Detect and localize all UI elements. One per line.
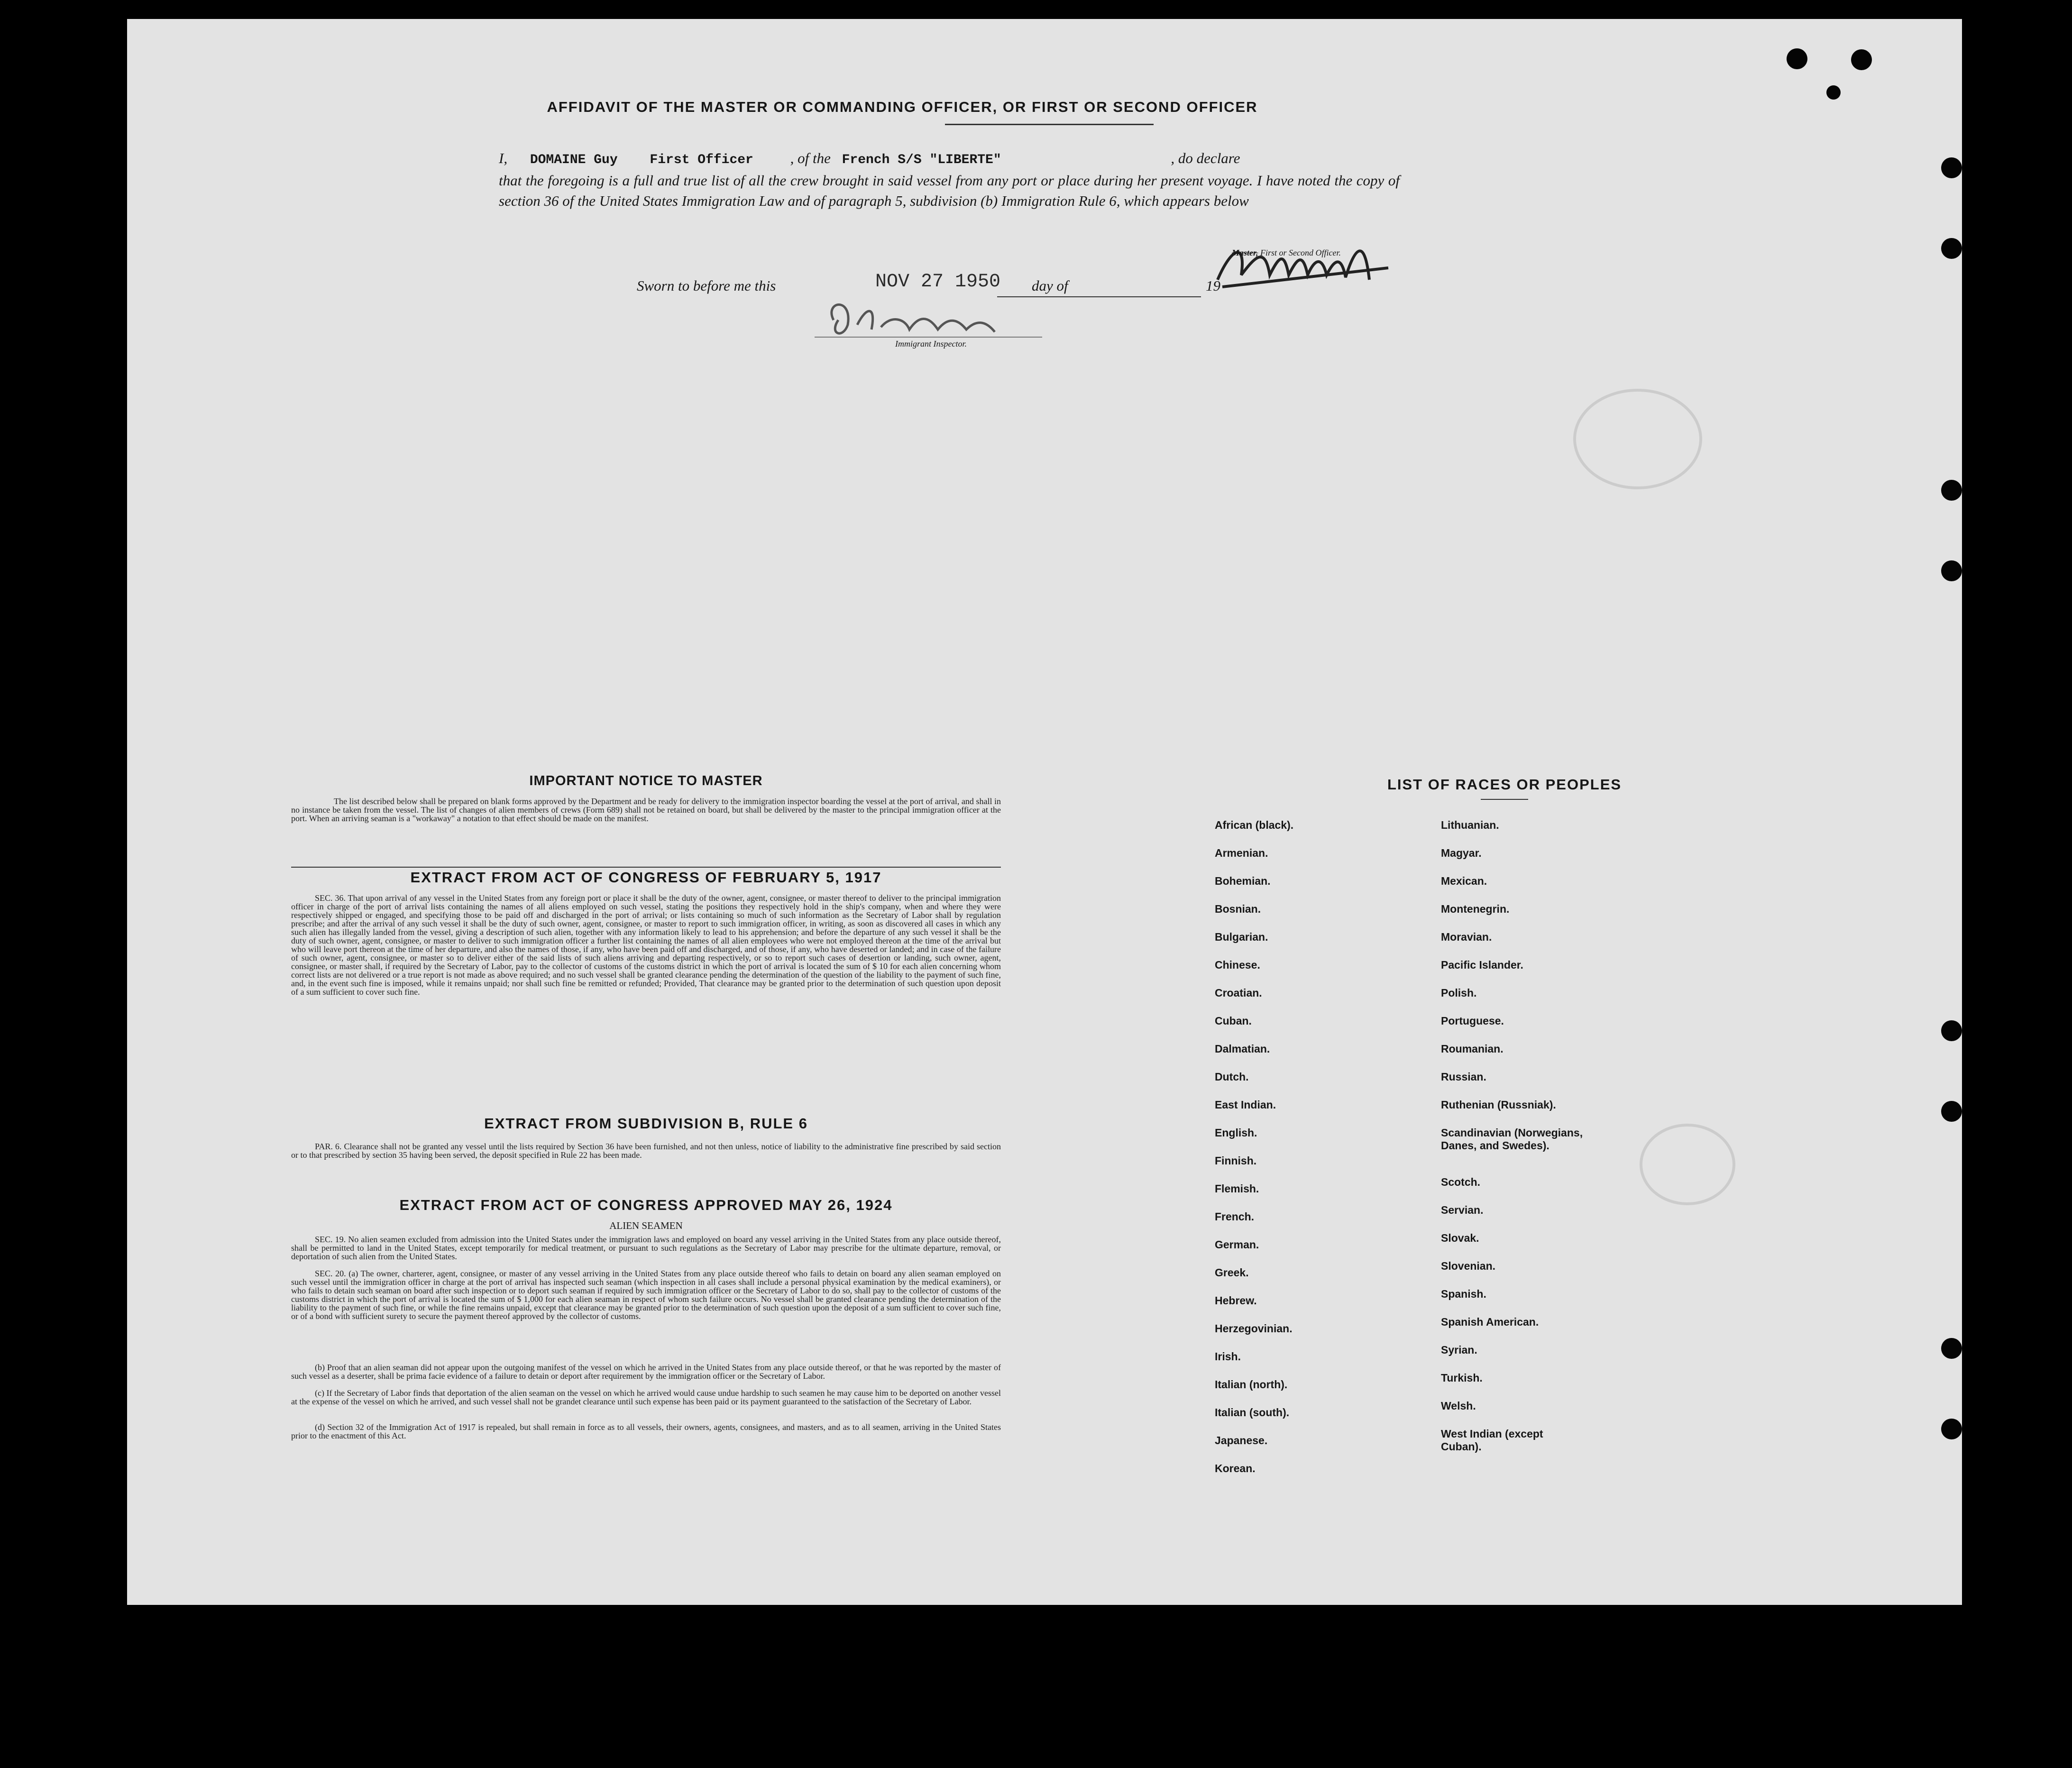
punch-hole <box>1787 48 1807 69</box>
race-item: Roumanian. <box>1441 1043 1504 1055</box>
punch-hole <box>1941 157 1962 178</box>
race-item: Slovak. <box>1441 1232 1479 1244</box>
race-item: Japanese. <box>1215 1434 1268 1447</box>
officer-rank-typed: First Officer <box>650 153 753 167</box>
bleed-through-stamp <box>1573 389 1702 489</box>
race-item: Ruthenian (Russniak). <box>1441 1099 1556 1111</box>
extract-1924-para4: (c) If the Secretary of Labor finds that deportation of the alien seaman on the vessel on which he arrived would cause undue hardship to such seamen he may cause him to be deported on another vessel at the expense of the vessel on which he arrived, and such vessel shall not be grandet clearance until such expense has been paid or its payment guaranteed to the satisfaction of the Secretary of Labor. <box>291 1388 1001 1406</box>
punch-hole <box>1941 1338 1962 1359</box>
sworn-line: Sworn to before me this <box>637 277 776 294</box>
sworn-day-of: day of <box>1032 277 1068 294</box>
sworn-year: 19 <box>1206 277 1220 294</box>
race-item: Servian. <box>1441 1204 1484 1216</box>
extract-1917-title: EXTRACT FROM ACT OF CONGRESS OF FEBRUARY 5, 1917 <box>410 869 882 886</box>
race-item: Bosnian. <box>1215 903 1261 915</box>
race-item: Croatian. <box>1215 987 1262 999</box>
extract-1924-para1: SEC. 19. No alien seamen excluded from admission into the United States under the immigration laws and employed on board any vessel arriving in the United States from any place outside thereof, shall be permitted to land in the United States, except temporarily for medical treatment, or pursuant to such regulations as the Secretary of Labor may prescribe for the ultimate departure, removal, or deportation of such alien from the United States. <box>291 1235 1001 1261</box>
race-item: East Indian. <box>1215 1099 1276 1111</box>
race-item: West Indian (except Cuban). <box>1441 1428 1543 1453</box>
race-item: Magyar. <box>1441 847 1482 859</box>
race-item: Pacific Islander. <box>1441 959 1523 971</box>
race-item: Hebrew. <box>1215 1294 1257 1307</box>
inspector-sign-line <box>815 337 1042 338</box>
races-title-rule <box>1481 799 1528 800</box>
race-item: Spanish American. <box>1441 1316 1539 1328</box>
notice-title: IMPORTANT NOTICE TO MASTER <box>529 773 763 788</box>
extract-rule6-body: PAR. 6. Clearance shall not be granted any vessel until the lists required by Section 36 have been furnished, and not then unless, notice of liability to the administrative fine prescribed by said section or to that prescribed by section 35 having been served, the deposit specified in Rule 22 has been made. <box>291 1142 1001 1160</box>
race-item: German. <box>1215 1238 1259 1251</box>
race-item: Korean. <box>1215 1462 1256 1475</box>
race-item: Chinese. <box>1215 959 1260 971</box>
sworn-date-line <box>997 296 1201 297</box>
punch-hole <box>1941 480 1962 501</box>
race-item: Mexican. <box>1441 875 1487 887</box>
race-item: Moravian. <box>1441 931 1492 943</box>
race-item: Cuban. <box>1215 1015 1252 1027</box>
race-item: Portuguese. <box>1441 1015 1504 1027</box>
punch-hole <box>1826 85 1841 100</box>
race-item: English. <box>1215 1127 1257 1139</box>
race-item: Dutch. <box>1215 1071 1249 1083</box>
extract-1924-subtitle: ALIEN SEAMEN <box>609 1220 683 1231</box>
extract-1924-para2: SEC. 20. (a) The owner, charterer, agent, consignee, or master of any vessel arriving in the United States from any place outside thereof who fails to detain on board any alien seaman employed on such vessel until the immigration officer in charge at the port of arrival has inspected such seaman (which inspection in all cases shall include a personal physical examination by the medical examiners), or who fails to detain such seaman on board after such inspection or to deport such seaman if required by such immigration officer or the Secretary of Labor to do so, shall pay to the collector of customs of the customs district in which the port of arrival is located the sum of $ 1,000 for each alien seaman in respect of whom such failure occurs. No vessel shall be granted clearance pending the determination of the liability to the payment of such fine, or while the fine remains unpaid, except that clearance may be granted prior to the determination of such question upon the deposit of a sum sufficient to cover such fine, or of a bond with sufficient surety to secure the payment thereof approved by the collector of customs. <box>291 1269 1001 1321</box>
race-item: Spanish. <box>1441 1288 1486 1300</box>
document-page <box>127 19 1962 1605</box>
race-item: Welsh. <box>1441 1400 1476 1412</box>
extract-1924-para3: (b) Proof that an alien seaman did not appear upon the outgoing manifest of the vessel on which he arrived in the United States from any place outside thereof, or that he was reported by the master of such vessel as a deserter, shall be prima facie evidence of a failure to detain or deport after requirement by the immigration officer or the Secretary of Labor. <box>291 1363 1001 1381</box>
race-item: Armenian. <box>1215 847 1268 859</box>
race-item: Scotch. <box>1441 1176 1481 1188</box>
race-item: Greek. <box>1215 1266 1249 1279</box>
race-item: Slovenian. <box>1441 1260 1496 1272</box>
race-item: Finnish. <box>1215 1154 1257 1167</box>
title-rule <box>945 124 1154 125</box>
extract-1917-body: SEC. 36. That upon arrival of any vessel in the United States from any foreign port or place it shall be the duty of the owner, agent, consignee, or master thereof to deliver to the principal immigration officer in charge of the port of arrival lists containing the names of all aliens employed on such vessel, stating the positions they respectively hold in the ship's company, when and where they were respectively shipped or engaged, and specifying those to be paid off and discharged in the port of arrival; or lists containing so much of such information as the Secretary of Labor shall by regulation prescribe; and after the arrival of any such vessel it shall be the duty of such owner, agent, consignee, or master to report to such immigration officer, in writing, as soon as discovered all cases in which any such alien has illegally landed from the vessel, giving a description of such alien, together with any information likely to lead to his apprehension; and before the departure of any such vessel it shall be the duty of such owner, agent, consignee, or master to deliver to such immigration officer a further list containing the names of all alien employees who were not employed thereon at the time of the arrival but who will leave port thereon at the time of her departure, and also the names of those, if any, who have been paid off and discharged, and of those, if any, who have deserted or landed; and in case of the failure of such owner, agent, consignee, or master so to deliver either of the said lists of such aliens arriving and departing respectively, or so to report such cases of desertion or landing, such owner, agent, consignee, or master shall, if required by the Secretary of Labor, pay to the collector of customs of the customs district in which the port of arrival is located the sum of $ 10 for each alien concerning whom correct lists are not delivered or a true report is not made as above required; and no such vessel shall be granted clearance pending the determination of the question of the liability to the payment of such fine, and, in the event such fine is imposed, while it remains unpaid; nor shall such fine be remitted or refunded; Provided, That clearance may be granted prior to the determination of such question upon deposit of a sum sufficient to cover such fine. <box>291 893 1001 997</box>
race-item: Italian (north). <box>1215 1378 1288 1391</box>
race-item: Dalmatian. <box>1215 1043 1270 1055</box>
race-item: Scandinavian (Norwegians, Danes, and Swedes). <box>1441 1127 1583 1152</box>
race-item: Bulgarian. <box>1215 931 1268 943</box>
punch-hole <box>1941 1020 1962 1041</box>
extract-rule6-title: EXTRACT FROM SUBDIVISION B, RULE 6 <box>484 1115 808 1132</box>
sworn-date-stamp: NOV 27 1950 <box>875 271 1001 293</box>
affidavit-title: AFFIDAVIT OF THE MASTER OR COMMANDING OFFICER, OR FIRST OR SECOND OFFICER <box>547 99 1258 115</box>
officer-name-typed: DOMAINE Guy <box>530 153 618 167</box>
race-item: Syrian. <box>1441 1344 1477 1356</box>
race-item: Polish. <box>1441 987 1477 999</box>
race-item: African (black). <box>1215 819 1294 831</box>
race-item: French. <box>1215 1210 1255 1223</box>
race-item: Montenegrin. <box>1441 903 1510 915</box>
declaration-body: that the foregoing is a full and true list of all the crew brought in said vessel from any port or place during her present voyage. I have noted the copy of section 36 of the United States Immigration Law and of paragraph 5, subdivision (b) Immigration Rule 6, which appears below <box>499 172 1400 209</box>
affidavit-declaration: I, DOMAINE Guy First Officer , of the French S/S "LIBERTE" , do declare that the foregoing is a full and true list of all the crew brought in said vessel from any port or place during her present voyage. I have noted the copy of section 36 of the United States Immigration Law and of paragraph 5, subdivision (b) Immigration Rule 6, which appears below <box>499 150 1400 209</box>
race-item: Lithuanian. <box>1441 819 1499 831</box>
race-item: Herzegovinian. <box>1215 1322 1293 1335</box>
punch-hole <box>1851 49 1872 70</box>
race-item: Bohemian. <box>1215 875 1271 887</box>
extract-1924-title: EXTRACT FROM ACT OF CONGRESS APPROVED MAY 26, 1924 <box>399 1197 893 1213</box>
race-item: Irish. <box>1215 1350 1241 1363</box>
notice-body: The list described below shall be prepared on blank forms approved by the Department and be ready for delivery to the immigration inspector boarding the vessel at the port of arrival, and shall in no instance be taken from the vessel. The list of changes of alien members of crews (Form 689) shall not be retained on board, but shall be delivered by the master to the principal immigration officer at the port. When an arriving seaman is a "workaway" a notation to that effect should be made on the manifest. <box>291 797 1001 823</box>
punch-hole <box>1941 560 1962 581</box>
race-item: Flemish. <box>1215 1182 1259 1195</box>
inspector-caption: Immigrant Inspector. <box>895 339 967 348</box>
race-item: Turkish. <box>1441 1372 1483 1384</box>
bleed-through-stamp <box>1640 1124 1735 1205</box>
vessel-typed: French S/S "LIBERTE" <box>842 153 1001 167</box>
punch-hole <box>1941 1101 1962 1122</box>
punch-hole <box>1941 1419 1962 1439</box>
divider <box>291 867 1001 868</box>
races-title: LIST OF RACES OR PEOPLES <box>1387 776 1622 793</box>
punch-hole <box>1941 238 1962 259</box>
race-item: Russian. <box>1441 1071 1486 1083</box>
race-item: Italian (south). <box>1215 1406 1290 1419</box>
officer-caption: Master, First or Second Officer. <box>1232 248 1341 257</box>
extract-1924-para5: (d) Section 32 of the Immigration Act of 1917 is repealed, but shall remain in force as to all vessels, their owners, agents, consignees, and masters, and as to all seamen, arriving in the United States prior to the enactment of this Act. <box>291 1422 1001 1440</box>
